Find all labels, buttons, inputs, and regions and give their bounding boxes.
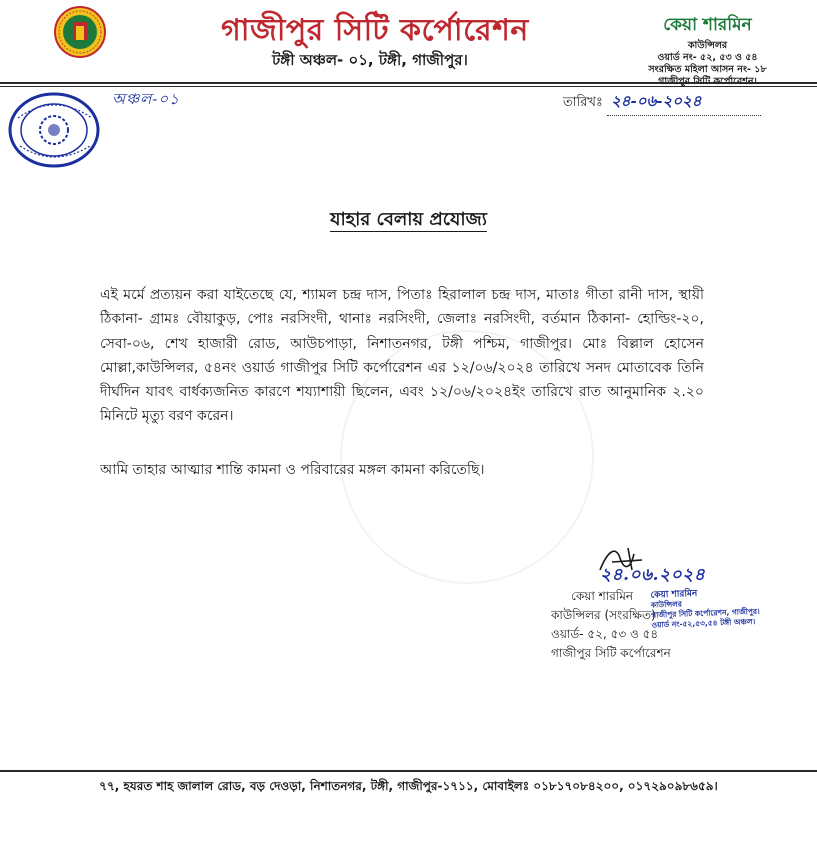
document-heading (0, 205, 817, 236)
signatory-name: কেয়া শারমিন (571, 589, 634, 603)
councillor-org: গাজীপুর সিটি কর্পোরেশন। (658, 76, 757, 87)
councillor-seat: সংরক্ষিত মহিলা আসন নং- ১৮ (648, 64, 767, 75)
councillor-wards: ওয়ার্ড নং- ৫২, ৫৩ ও ৫৪ (657, 52, 758, 63)
org-title: গাজীপুর সিটি কর্পোরেশন (221, 13, 529, 48)
councillor-name: কেয়া শারমিন (663, 15, 752, 35)
document-heading-text: যাহার বেলায় প্রযোজ্য (330, 209, 487, 230)
official-round-seal (6, 88, 106, 170)
stamp-org: গাজীপুর সিটি কর্পোরেশন, গাজীপুর। (651, 606, 760, 620)
stamp-wards: ওয়ার্ড নং-৫২,৫৩,৫৪ টঙ্গী অঞ্চল। (651, 616, 756, 630)
signature-date: ২৪.০৬.২০২৪ (600, 565, 706, 585)
date-value: ২৪-০৬-২০২৪ (607, 90, 761, 116)
org-address: টঙ্গী অঞ্চল- ০১, টঙ্গী, গাজীপুর। (272, 51, 468, 69)
stamp-name: কেয়া শারমিন (650, 588, 698, 601)
signatory-title: কাউন্সিলর (সংরক্ষিত) (551, 608, 656, 622)
signatory-wards: ওয়ার্ড- ৫২, ৫৩ ও ৫৪ (551, 627, 659, 641)
header-rule-thin (0, 86, 817, 87)
header-rule (0, 82, 817, 84)
signatory-org: গাজীপুর সিটি কর্পোরেশন (551, 646, 671, 660)
gazipur-city-corporation-logo (54, 6, 106, 58)
footer-rule (0, 770, 817, 772)
condolence-paragraph: আমি তাহার আত্মার শান্তি কামনা ও পরিবারের মঙ্গল কামনা করিতেছি। (100, 462, 485, 478)
footer-address: ৭৭, হযরত শাহ জালাল রোড, বড় দেওড়া, নিশাতনগর, টঙ্গী, গাজীপুর-১৭১১, মোবাইলঃ ০১৮১৭০৮৪২০০, ০১৭২৯০৯৮৬৫৯। (99, 779, 718, 793)
councillor-header-block (620, 12, 795, 88)
handwritten-zone-ref: অঞ্চল-০১ (112, 90, 180, 108)
certificate-paragraph: এই মর্মে প্রত্যয়ন করা যাইতেছে যে, শ্যামল চন্দ্র দাস, পিতাঃ হিরালাল চন্দ্র দাস, মাতাঃ গীতা রানী দাস, স্থায়ী ঠিকানা- গ্রামঃ বৌয়াকুড়, পোঃ নরসিংদী, থানাঃ নরসিংদী, জেলাঃ নরসিংদী, বর্তমান ঠিকানা- হোল্ডিং-২০, সেবা-০৬, শেখ হাজারী রোড, আউচপাড়া, নিশাতনগর, টঙ্গী পশ্চিম, গাজীপুর। মোঃ বিল্লাল হোসেন মোল্লা,কাউন্সিলর, ৫৪নং ওয়ার্ড গাজীপুর সিটি কর্পোরেশন এর ১২/০৬/২০২৪ তারিখে সনদ মোতাবেক তিনি দীর্ঘদিন যাবৎ বার্ধক্যজনিত কারণে শয্যাশায়ী ছিলেন, এবং ১২/০৬/২০২৪ইং তারিখে রাত আনুমানিক ২.২০ মিনিটে মৃত্যু বরণ করেন। (100, 287, 704, 425)
councillor-title: কাউন্সিলর (687, 40, 728, 51)
councillor-rubber-stamp (650, 585, 801, 630)
date-label: তারিখঃ (563, 95, 603, 110)
stamp-title: কাউন্সিলর (650, 599, 683, 610)
date-field (563, 90, 761, 116)
